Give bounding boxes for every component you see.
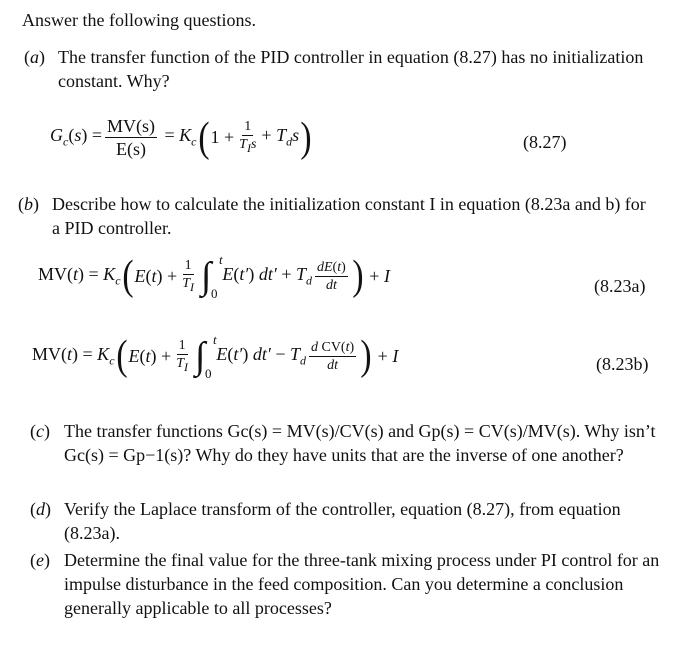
question-c-label: (c) <box>30 421 50 441</box>
question-e-text: Determine the final value for the three-tank mixing process under PI control for an impulse disturbance in the feed composition. Can you determine a conclusion generally applicable to all processes? <box>64 550 660 618</box>
question-d-text: Verify the Laplace transform of the controller, equation (8.27), from equation (8.23a). <box>64 499 621 543</box>
equation-8-23a: $MV(t) = K_c$ ( E(t) + $\frac{1}{T_I}$ ∫ t 0 E(t′) $dt' + T_d$ $\frac{dE(t)}{dt}$ ) + I <box>38 252 390 301</box>
question-b-label: (b) <box>18 194 39 214</box>
question-b-text: Describe how to calculate the initialization constant I in equation (8.23a and b) for a PID controller. <box>52 194 646 238</box>
eq823a-number: (8.23a) <box>594 276 646 296</box>
eq827-number: (8.27) <box>523 132 567 152</box>
page-heading: Answer the following questions. <box>22 10 256 30</box>
question-c <box>30 419 670 467</box>
question-a <box>24 45 664 93</box>
eq827-denominator: E(s) <box>116 139 146 159</box>
question-b <box>18 192 658 240</box>
equation-8-23b: $MV(t) = K_c$ ( E(t) + $\frac{1}{T_I}$ ∫ t 0 E(t′) $dt' - T_d$ $\frac{\text{d CV(t)}}{dt}$ ) + I <box>32 332 399 381</box>
equation-8-27: $G_c(s)$ = $\frac{MV(s)}{E(s)}$ = $K_c$ ( 1 + $\frac{1}{T_Is}$ + $T_ds$ ) <box>50 114 312 161</box>
question-d-label: (d) <box>30 499 51 519</box>
question-d <box>30 497 670 545</box>
eq823b-number: (8.23b) <box>596 354 649 374</box>
question-e-label: (e) <box>30 550 50 570</box>
eq827-numerator: MV(s) <box>107 116 155 136</box>
question-a-label: (a) <box>24 47 45 67</box>
question-e <box>30 548 670 620</box>
eq827-fraction <box>105 116 157 159</box>
question-c-text: The transfer functions Gc(s) = MV(s)/CV(s) and Gp(s) = CV(s)/MV(s). Why isn’t Gc(s) = Gp−1(s)? Why do they have units that are the inverse of one another? <box>64 421 656 465</box>
question-a-text: The transfer function of the PID controller in equation (8.27) has no initialization constant. Why? <box>58 47 644 91</box>
